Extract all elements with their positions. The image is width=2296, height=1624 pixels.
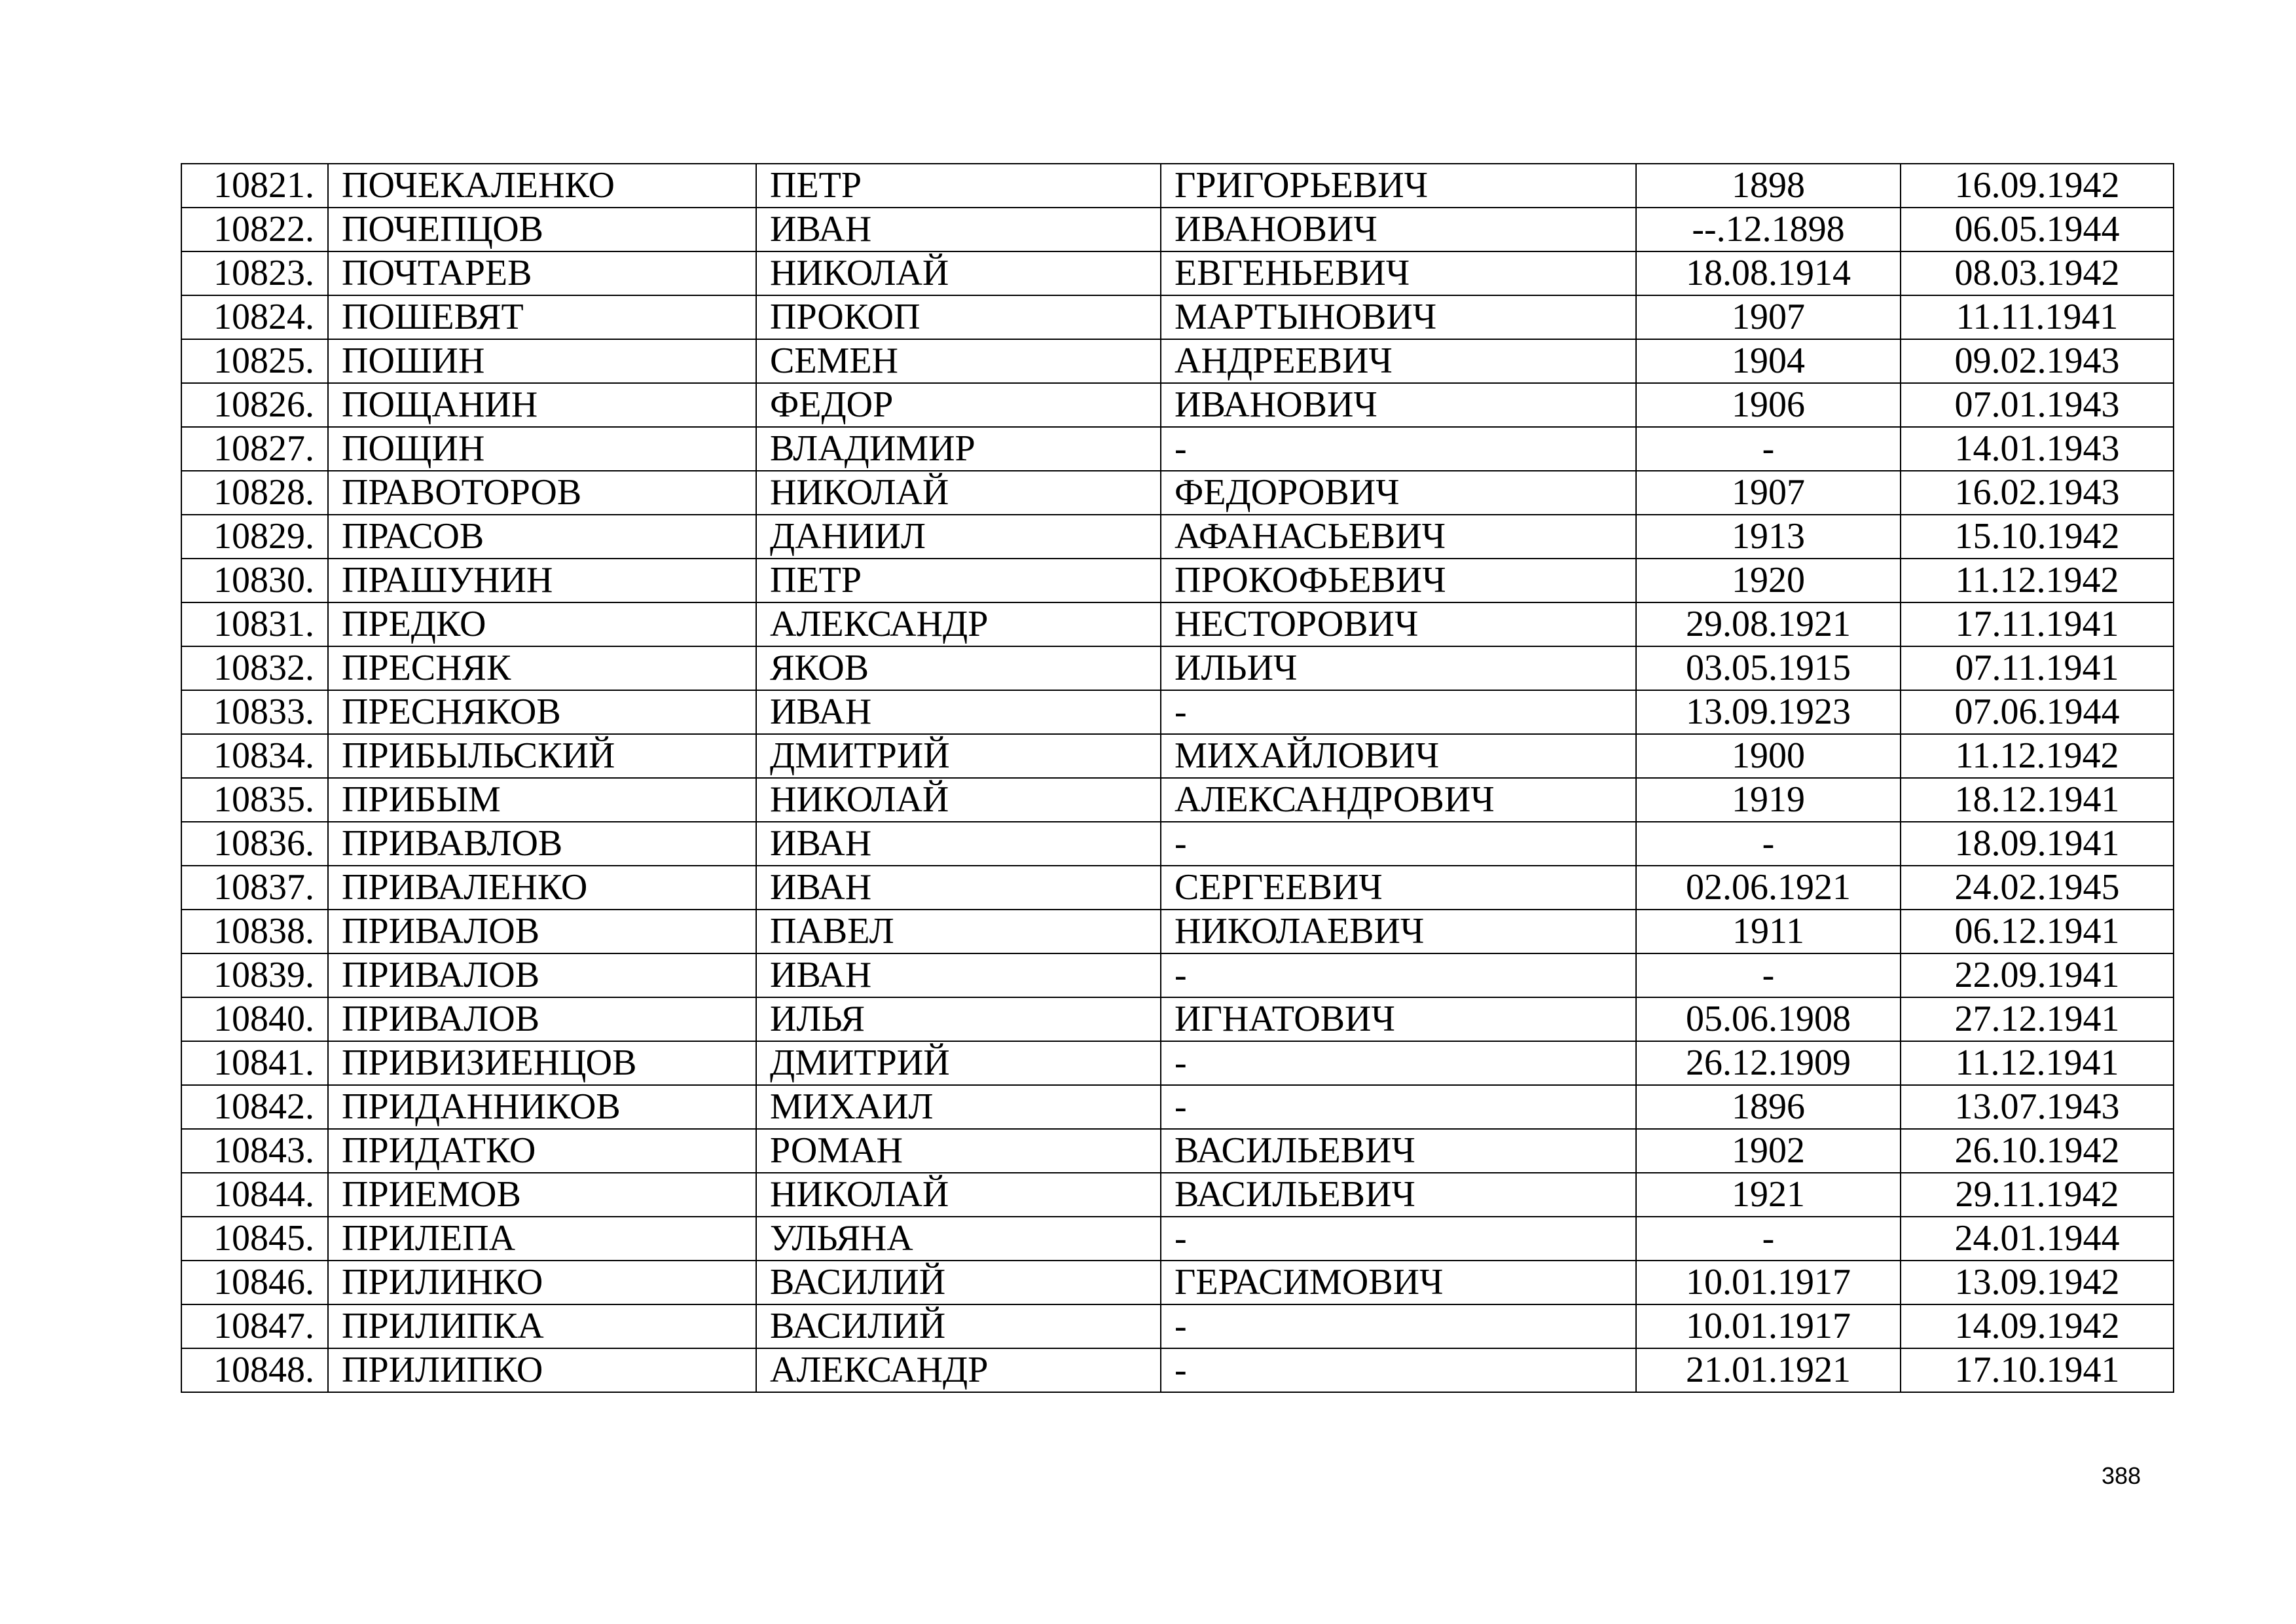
patronymic-cell: СЕРГЕЕВИЧ — [1161, 866, 1636, 910]
patronymic-cell: - — [1161, 1085, 1636, 1129]
first-name-cell: ЯКОВ — [756, 646, 1161, 690]
birth-date-cell: 1906 — [1636, 383, 1901, 427]
table-row — [181, 910, 2174, 953]
record-number-cell: 10825. — [181, 339, 328, 383]
death-date-cell: 17.11.1941 — [1901, 602, 2174, 646]
table-row — [181, 515, 2174, 559]
patronymic-cell: - — [1161, 953, 1636, 997]
table-row — [181, 427, 2174, 471]
memorial-register-table — [181, 163, 2174, 1393]
table-row — [181, 602, 2174, 646]
death-date-cell: 07.11.1941 — [1901, 646, 2174, 690]
first-name-cell: ИВАН — [756, 822, 1161, 866]
patronymic-cell: АЛЕКСАНДРОВИЧ — [1161, 778, 1636, 822]
last-name-cell: ПРЕСНЯК — [328, 646, 756, 690]
table-row — [181, 1129, 2174, 1173]
first-name-cell: ФЕДОР — [756, 383, 1161, 427]
death-date-cell: 06.12.1941 — [1901, 910, 2174, 953]
record-number-cell: 10827. — [181, 427, 328, 471]
record-number-cell: 10846. — [181, 1261, 328, 1304]
last-name-cell: ПРЕСНЯКОВ — [328, 690, 756, 734]
first-name-cell: ИЛЬЯ — [756, 997, 1161, 1041]
death-date-cell: 18.12.1941 — [1901, 778, 2174, 822]
last-name-cell: ПРИБЫМ — [328, 778, 756, 822]
death-date-cell: 11.12.1942 — [1901, 559, 2174, 602]
birth-date-cell: --.12.1898 — [1636, 208, 1901, 251]
first-name-cell: НИКОЛАЙ — [756, 1173, 1161, 1217]
record-number-cell: 10823. — [181, 251, 328, 295]
patronymic-cell: ВАСИЛЬЕВИЧ — [1161, 1129, 1636, 1173]
last-name-cell: ПОЧЕКАЛЕНКО — [328, 164, 756, 208]
last-name-cell: ПРИЛЕПА — [328, 1217, 756, 1261]
birth-date-cell: 1921 — [1636, 1173, 1901, 1217]
table-row — [181, 997, 2174, 1041]
death-date-cell: 16.02.1943 — [1901, 471, 2174, 515]
birth-date-cell: 1913 — [1636, 515, 1901, 559]
table-row — [181, 1041, 2174, 1085]
death-date-cell: 11.12.1942 — [1901, 734, 2174, 778]
record-number-cell: 10826. — [181, 383, 328, 427]
table-row — [181, 1348, 2174, 1392]
death-date-cell: 14.09.1942 — [1901, 1304, 2174, 1348]
patronymic-cell: ИГНАТОВИЧ — [1161, 997, 1636, 1041]
patronymic-cell: АФАНАСЬЕВИЧ — [1161, 515, 1636, 559]
death-date-cell: 15.10.1942 — [1901, 515, 2174, 559]
birth-date-cell: 1900 — [1636, 734, 1901, 778]
record-number-cell: 10828. — [181, 471, 328, 515]
death-date-cell: 09.02.1943 — [1901, 339, 2174, 383]
patronymic-cell: ВАСИЛЬЕВИЧ — [1161, 1173, 1636, 1217]
last-name-cell: ПРЕДКО — [328, 602, 756, 646]
death-date-cell: 24.01.1944 — [1901, 1217, 2174, 1261]
patronymic-cell: - — [1161, 1348, 1636, 1392]
birth-date-cell: 03.05.1915 — [1636, 646, 1901, 690]
patronymic-cell: - — [1161, 690, 1636, 734]
first-name-cell: ПАВЕЛ — [756, 910, 1161, 953]
table-row — [181, 471, 2174, 515]
table-row — [181, 1261, 2174, 1304]
death-date-cell: 29.11.1942 — [1901, 1173, 2174, 1217]
record-number-cell: 10840. — [181, 997, 328, 1041]
first-name-cell: НИКОЛАЙ — [756, 251, 1161, 295]
record-number-cell: 10829. — [181, 515, 328, 559]
first-name-cell: ПЕТР — [756, 164, 1161, 208]
birth-date-cell: 18.08.1914 — [1636, 251, 1901, 295]
last-name-cell: ПРИБЫЛЬСКИЙ — [328, 734, 756, 778]
table-body — [181, 164, 2174, 1392]
first-name-cell: ДАНИИЛ — [756, 515, 1161, 559]
patronymic-cell: - — [1161, 427, 1636, 471]
record-number-cell: 10834. — [181, 734, 328, 778]
record-number-cell: 10839. — [181, 953, 328, 997]
birth-date-cell: - — [1636, 1217, 1901, 1261]
first-name-cell: ДМИТРИЙ — [756, 1041, 1161, 1085]
record-number-cell: 10833. — [181, 690, 328, 734]
birth-date-cell: 1907 — [1636, 471, 1901, 515]
record-number-cell: 10832. — [181, 646, 328, 690]
first-name-cell: ДМИТРИЙ — [756, 734, 1161, 778]
birth-date-cell: 1919 — [1636, 778, 1901, 822]
birth-date-cell: 1907 — [1636, 295, 1901, 339]
table-row — [181, 339, 2174, 383]
table-row — [181, 866, 2174, 910]
last-name-cell: ПРИВАЛОВ — [328, 997, 756, 1041]
table-row — [181, 559, 2174, 602]
record-number-cell: 10835. — [181, 778, 328, 822]
first-name-cell: НИКОЛАЙ — [756, 778, 1161, 822]
birth-date-cell: - — [1636, 822, 1901, 866]
death-date-cell: 27.12.1941 — [1901, 997, 2174, 1041]
table-row — [181, 208, 2174, 251]
death-date-cell: 06.05.1944 — [1901, 208, 2174, 251]
table-row — [181, 251, 2174, 295]
patronymic-cell: ИЛЬИЧ — [1161, 646, 1636, 690]
record-number-cell: 10845. — [181, 1217, 328, 1261]
table-row — [181, 778, 2174, 822]
table-row — [181, 953, 2174, 997]
last-name-cell: ПРИВАВЛОВ — [328, 822, 756, 866]
birth-date-cell: 10.01.1917 — [1636, 1261, 1901, 1304]
record-number-cell: 10836. — [181, 822, 328, 866]
record-number-cell: 10848. — [181, 1348, 328, 1392]
last-name-cell: ПОЩАНИН — [328, 383, 756, 427]
last-name-cell: ПРИВАЛЕНКО — [328, 866, 756, 910]
patronymic-cell: ИВАНОВИЧ — [1161, 208, 1636, 251]
birth-date-cell: 10.01.1917 — [1636, 1304, 1901, 1348]
first-name-cell: ПРОКОП — [756, 295, 1161, 339]
last-name-cell: ПРИВАЛОВ — [328, 953, 756, 997]
record-number-cell: 10837. — [181, 866, 328, 910]
patronymic-cell: ГРИГОРЬЕВИЧ — [1161, 164, 1636, 208]
birth-date-cell: 21.01.1921 — [1636, 1348, 1901, 1392]
last-name-cell: ПРАВОТОРОВ — [328, 471, 756, 515]
table-row — [181, 383, 2174, 427]
patronymic-cell: - — [1161, 1217, 1636, 1261]
page-number: 388 — [2102, 1462, 2141, 1489]
birth-date-cell: 1911 — [1636, 910, 1901, 953]
patronymic-cell: ИВАНОВИЧ — [1161, 383, 1636, 427]
death-date-cell: 26.10.1942 — [1901, 1129, 2174, 1173]
last-name-cell: ПОЧЕПЦОВ — [328, 208, 756, 251]
record-number-cell: 10830. — [181, 559, 328, 602]
table-row — [181, 1173, 2174, 1217]
table-row — [181, 1304, 2174, 1348]
record-number-cell: 10843. — [181, 1129, 328, 1173]
death-date-cell: 13.09.1942 — [1901, 1261, 2174, 1304]
patronymic-cell: - — [1161, 1041, 1636, 1085]
first-name-cell: ПЕТР — [756, 559, 1161, 602]
first-name-cell: АЛЕКСАНДР — [756, 1348, 1161, 1392]
record-number-cell: 10842. — [181, 1085, 328, 1129]
record-number-cell: 10821. — [181, 164, 328, 208]
table-row — [181, 690, 2174, 734]
patronymic-cell: ПРОКОФЬЕВИЧ — [1161, 559, 1636, 602]
table-row — [181, 822, 2174, 866]
record-number-cell: 10824. — [181, 295, 328, 339]
birth-date-cell: 26.12.1909 — [1636, 1041, 1901, 1085]
birth-date-cell: - — [1636, 953, 1901, 997]
table-row — [181, 646, 2174, 690]
last-name-cell: ПОЧТАРЕВ — [328, 251, 756, 295]
birth-date-cell: 02.06.1921 — [1636, 866, 1901, 910]
death-date-cell: 17.10.1941 — [1901, 1348, 2174, 1392]
last-name-cell: ПРИЕМОВ — [328, 1173, 756, 1217]
death-date-cell: 18.09.1941 — [1901, 822, 2174, 866]
table-row — [181, 1085, 2174, 1129]
record-number-cell: 10844. — [181, 1173, 328, 1217]
record-number-cell: 10831. — [181, 602, 328, 646]
table-row — [181, 734, 2174, 778]
first-name-cell: ИВАН — [756, 208, 1161, 251]
record-number-cell: 10838. — [181, 910, 328, 953]
last-name-cell: ПРИВИЗИЕНЦОВ — [328, 1041, 756, 1085]
birth-date-cell: 29.08.1921 — [1636, 602, 1901, 646]
death-date-cell: 24.02.1945 — [1901, 866, 2174, 910]
last-name-cell: ПРАСОВ — [328, 515, 756, 559]
birth-date-cell: 1904 — [1636, 339, 1901, 383]
first-name-cell: ИВАН — [756, 866, 1161, 910]
death-date-cell: 11.12.1941 — [1901, 1041, 2174, 1085]
last-name-cell: ПРИЛИПКО — [328, 1348, 756, 1392]
birth-date-cell: 1898 — [1636, 164, 1901, 208]
birth-date-cell: 05.06.1908 — [1636, 997, 1901, 1041]
patronymic-cell: МАРТЫНОВИЧ — [1161, 295, 1636, 339]
first-name-cell: ВАСИЛИЙ — [756, 1261, 1161, 1304]
patronymic-cell: НИКОЛАЕВИЧ — [1161, 910, 1636, 953]
first-name-cell: РОМАН — [756, 1129, 1161, 1173]
patronymic-cell: ФЕДОРОВИЧ — [1161, 471, 1636, 515]
death-date-cell: 22.09.1941 — [1901, 953, 2174, 997]
first-name-cell: НИКОЛАЙ — [756, 471, 1161, 515]
last-name-cell: ПРИВАЛОВ — [328, 910, 756, 953]
first-name-cell: ИВАН — [756, 690, 1161, 734]
death-date-cell: 07.06.1944 — [1901, 690, 2174, 734]
patronymic-cell: АНДРЕЕВИЧ — [1161, 339, 1636, 383]
first-name-cell: СЕМЕН — [756, 339, 1161, 383]
death-date-cell: 08.03.1942 — [1901, 251, 2174, 295]
last-name-cell: ПРАШУНИН — [328, 559, 756, 602]
first-name-cell: АЛЕКСАНДР — [756, 602, 1161, 646]
first-name-cell: ВАСИЛИЙ — [756, 1304, 1161, 1348]
record-number-cell: 10822. — [181, 208, 328, 251]
death-date-cell: 16.09.1942 — [1901, 164, 2174, 208]
patronymic-cell: МИХАЙЛОВИЧ — [1161, 734, 1636, 778]
first-name-cell: ВЛАДИМИР — [756, 427, 1161, 471]
birth-date-cell: 1902 — [1636, 1129, 1901, 1173]
death-date-cell: 11.11.1941 — [1901, 295, 2174, 339]
last-name-cell: ПОШИН — [328, 339, 756, 383]
first-name-cell: УЛЬЯНА — [756, 1217, 1161, 1261]
birth-date-cell: 13.09.1923 — [1636, 690, 1901, 734]
birth-date-cell: 1920 — [1636, 559, 1901, 602]
last-name-cell: ПРИЛИПКА — [328, 1304, 756, 1348]
first-name-cell: ИВАН — [756, 953, 1161, 997]
record-number-cell: 10841. — [181, 1041, 328, 1085]
birth-date-cell: - — [1636, 427, 1901, 471]
patronymic-cell: ГЕРАСИМОВИЧ — [1161, 1261, 1636, 1304]
table-row — [181, 1217, 2174, 1261]
death-date-cell: 07.01.1943 — [1901, 383, 2174, 427]
death-date-cell: 13.07.1943 — [1901, 1085, 2174, 1129]
last-name-cell: ПОЩИН — [328, 427, 756, 471]
patronymic-cell: - — [1161, 1304, 1636, 1348]
first-name-cell: МИХАИЛ — [756, 1085, 1161, 1129]
last-name-cell: ПОШЕВЯТ — [328, 295, 756, 339]
last-name-cell: ПРИДАННИКОВ — [328, 1085, 756, 1129]
birth-date-cell: 1896 — [1636, 1085, 1901, 1129]
patronymic-cell: ЕВГЕНЬЕВИЧ — [1161, 251, 1636, 295]
last-name-cell: ПРИДАТКО — [328, 1129, 756, 1173]
patronymic-cell: - — [1161, 822, 1636, 866]
table-row — [181, 295, 2174, 339]
patronymic-cell: НЕСТОРОВИЧ — [1161, 602, 1636, 646]
death-date-cell: 14.01.1943 — [1901, 427, 2174, 471]
record-number-cell: 10847. — [181, 1304, 328, 1348]
table-row — [181, 164, 2174, 208]
last-name-cell: ПРИЛИНКО — [328, 1261, 756, 1304]
